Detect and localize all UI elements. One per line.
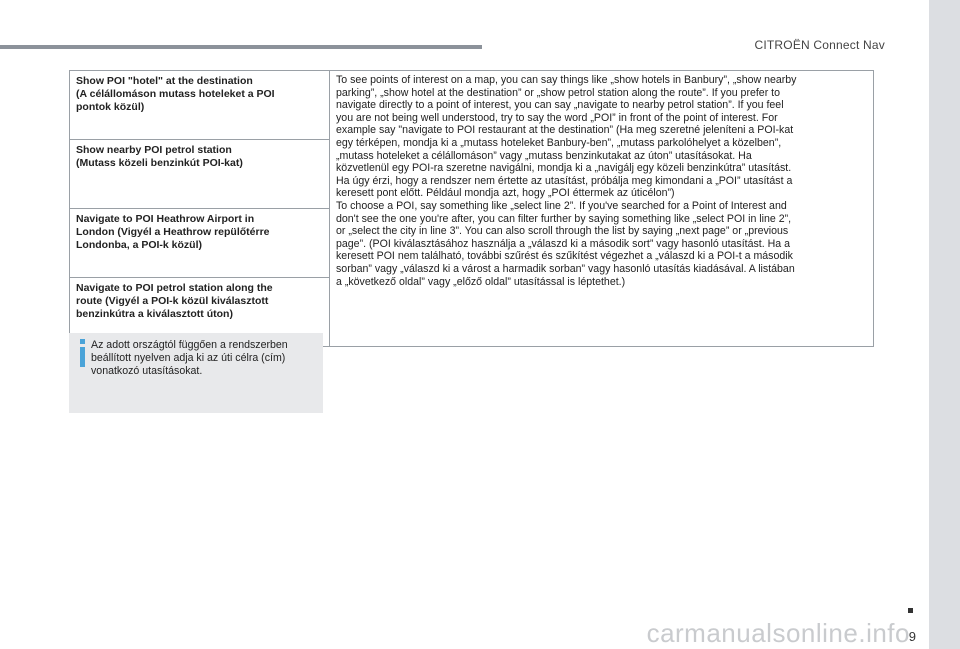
command-cell (70, 209, 330, 278)
command-line: London (Vigyél a Heathrow repülőtérre (76, 226, 270, 238)
note-line: vonatkozó utasításokat. (91, 365, 203, 378)
description-line: you are not being well understood, try to say the word „POI” in front of the point of interest. For (336, 111, 778, 124)
header-rule (0, 45, 482, 49)
description-line: egy térképen, mondja ki a „mutass hoteleket Banbury-ben”, „mutass parkolóhelyet a közelben”, (336, 136, 782, 149)
header-brand-title: CITROËN Connect Nav (754, 38, 885, 52)
description-line: „mutass hoteleket a célállomáson” vagy „mutass benzinkutakat az úton” utasításokat. Ha (336, 149, 752, 162)
description-line: page”. (POI kiválasztásához használja a „válaszd ki a második sort” vagy hasonló utasítást. Ha a (336, 237, 790, 250)
command-line: Show nearby POI petrol station (76, 144, 232, 156)
command-line: benzinkútra a kiválasztott úton) (76, 308, 233, 320)
info-note-box (69, 333, 323, 413)
command-line: (A célállomáson mutass hoteleket a POI (76, 88, 275, 100)
watermark-text: carmanualsonline.info (646, 618, 910, 648)
command-line: Navigate to POI Heathrow Airport in (76, 213, 255, 225)
side-band (929, 0, 960, 649)
table-row (70, 71, 874, 140)
page-number: 9 (908, 629, 916, 644)
description-line: Ha úgy érzi, hogy a rendszer nem értette az utasítást, próbálja meg kimondani a „POI” utasítást a (336, 174, 793, 187)
description-line: keresett POI nem található, további szűrést és szűkítést végezhet a „válaszd ki a POI-t a második (336, 250, 793, 263)
description-line: To see points of interest on a map, you can say things like „show hotels in Banbury”, „show nearby (336, 74, 797, 86)
continuation-mark (908, 608, 913, 613)
description-line: közvetlenül egy POI-ra szeretne navigálni, mondja ki a „navigálj egy közeli benzinkútra” utasítást. (336, 162, 792, 175)
description-line: a „következő oldal” vagy „előző oldal” utasítással is léptethet.) (336, 275, 626, 288)
command-line: (Mutass közeli benzinkút POI-kat) (76, 157, 243, 169)
command-line: pontok közül) (76, 101, 145, 113)
info-note-text (91, 339, 319, 379)
note-line: beállított nyelven adja ki az úti célra (cím) (91, 352, 286, 365)
note-line: Az adott országtól függően a rendszerben (91, 339, 288, 351)
description-line: sorban” vagy „válaszd ki a várost a harmadik sorban” vagy hasonló utasítás kiadásával. A listában (336, 262, 795, 275)
command-cell (70, 140, 330, 209)
command-cell (70, 71, 330, 140)
description-line: or „select the city in line 3”. You can also scroll through the list by saying „next page” or „previous (336, 225, 789, 238)
description-line: don't see the one you're after, you can filter further by saying something like „select POI in line 2”, (336, 212, 792, 225)
command-line: Navigate to POI petrol station along the (76, 282, 273, 294)
command-line: route (Vigyél a POI-k közül kiválasztott (76, 295, 269, 307)
command-line: Show POI "hotel" at the destination (76, 75, 253, 87)
description-cell (330, 71, 874, 347)
info-icon (75, 339, 89, 369)
description-line: navigate directly to a point of interest, you can say „navigate to nearby petrol station”. If you feel (336, 99, 784, 112)
description-line: keresett pont előtt. Például mondja azt, hogy „POI éttermek az úticélon”) (336, 187, 675, 200)
description-line: example say "navigate to POI restaurant at the destination” (Ha meg szeretné jeleníteni a POI-kat (336, 124, 794, 137)
command-line: Londonba, a POI-k közül) (76, 239, 202, 251)
voice-commands-table (69, 70, 874, 347)
description-line: To choose a POI, say something like „select line 2”. If you've searched for a Point of Interest and (336, 199, 787, 212)
description-line: parking”, „show hotel at the destination” or „show petrol station along the route”. If you prefer to (336, 86, 781, 99)
